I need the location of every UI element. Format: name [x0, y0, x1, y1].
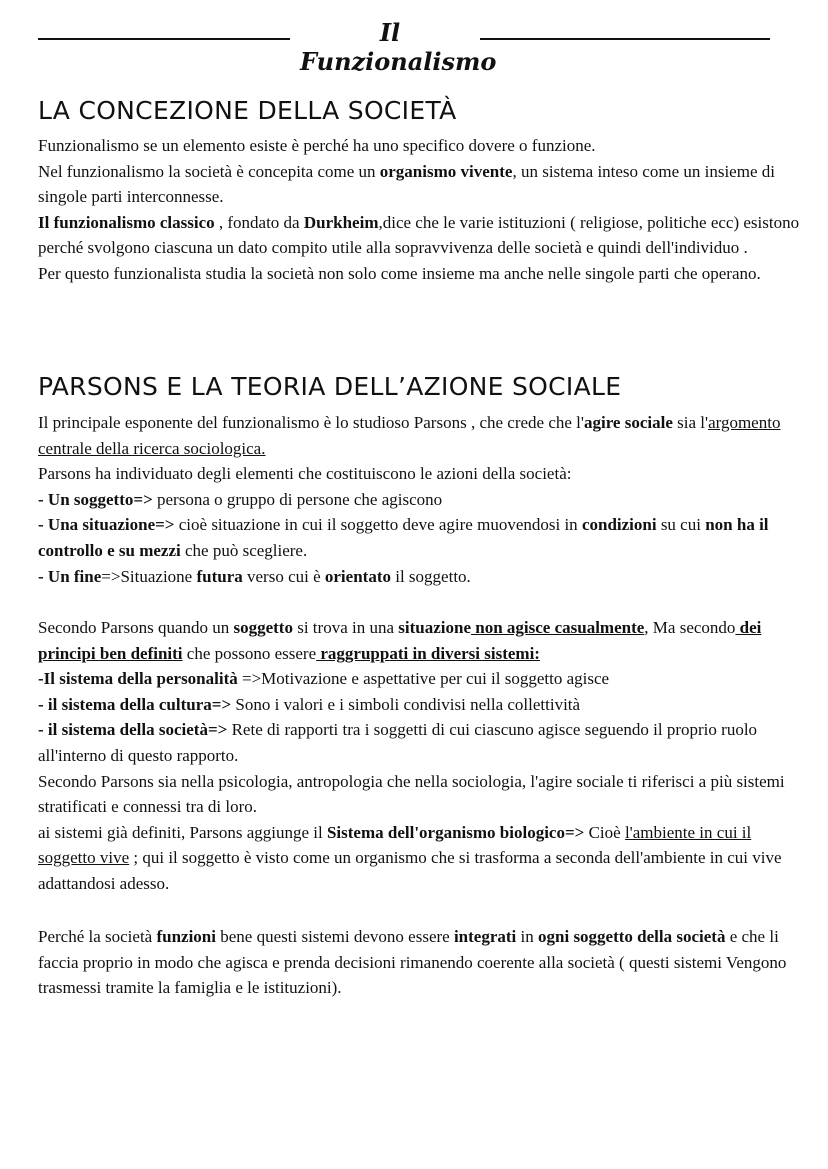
- paragraph: Il funzionalismo classico , fondato da Durkheim,dice che le varie istituzioni ( religiose, politiche ecc) esistono perché svolgono ciascuna un dato compito utile alla sopravvivenza delle società e quindi dell'individuo .: [38, 212, 800, 258]
- paragraph: Per questo funzionalista studia la società non solo come insieme ma anche nelle singole parti che operano.: [38, 263, 761, 283]
- section1-body: [38, 133, 803, 287]
- paragraph: ai sistemi già definiti, Parsons aggiunge il Sistema dell'organismo biologico=> Cioè l'ambiente in cui il soggetto vive ; qui il soggetto è visto come un organismo che si trasforma a seconda dell'ambiente in cui vive adattandosi adesso.: [38, 822, 782, 893]
- title-rule-right: [480, 38, 770, 40]
- paragraph: Nel funzionalismo la società è concepita come un organismo vivente, un sistema inteso come un insieme di singole parti interconnesse.: [38, 161, 775, 207]
- section2-body-part1: [38, 410, 803, 589]
- paragraph: Secondo Parsons sia nella psicologia, antropologia che nella sociologia, l'agire sociale ti riferisci a più sistemi stratificati e connessi tra di loro.: [38, 771, 785, 817]
- list-item: - Un soggetto=> persona o gruppo di persone che agiscono: [38, 489, 443, 509]
- list-item: - Un fine=>Situazione futura verso cui è orientato il soggetto.: [38, 566, 471, 586]
- title-rule-left: [38, 38, 290, 40]
- paragraph: Secondo Parsons quando un soggetto si trova in una situazione non agisce casualmente, Ma secondo dei principi ben definiti che possono essere raggruppati in diversi sistemi:: [38, 618, 762, 663]
- list-item: -Il sistema della personalità =>Motivazione e aspettative per cui il soggetto agisce: [38, 669, 610, 689]
- section-heading-concezione: LA CONCEZIONE DELLA SOCIETÀ: [38, 96, 457, 125]
- section2-body-part2: [38, 615, 803, 897]
- title-row: [38, 18, 770, 76]
- paragraph: Parsons ha individuato degli elementi che costituiscono le azioni della società:: [38, 464, 572, 484]
- paragraph: Funzionalismo se un elemento esiste è perché ha uno specifico dovere o funzione.: [38, 136, 596, 155]
- section2-body-part3: [38, 924, 803, 1001]
- list-item: - Una situazione=> cioè situazione in cui il soggetto deve agire muovendosi in condizioni su cui non ha il controllo e su mezzi che può scegliere.: [38, 515, 769, 560]
- list-item: - il sistema della cultura=> Sono i valori e i simboli condivisi nella collettività: [38, 694, 581, 714]
- paragraph: Perché la società funzioni bene questi sistemi devono essere integrati in ogni soggetto della società e che li faccia proprio in modo che agisca e prenda decisioni rimanendo coerente alla società ( questi sistemi Vengono trasmessi tramite la famiglia e le istituzioni).: [38, 927, 787, 998]
- document-title: Il Funzionalismo: [300, 18, 497, 76]
- paragraph: Il principale esponente del funzionalismo è lo studioso Parsons , che crede che l'agire sociale sia l'argomento centrale della ricerca sociologica.: [38, 413, 781, 458]
- list-item: - il sistema della società=> Rete di rapporti tra i soggetti di cui ciascuno agisce seguendo il proprio ruolo all'interno di questo rapporto.: [38, 720, 758, 765]
- section-heading-parsons: PARSONS E LA TEORIA DELL’AZIONE SOCIALE: [38, 372, 622, 401]
